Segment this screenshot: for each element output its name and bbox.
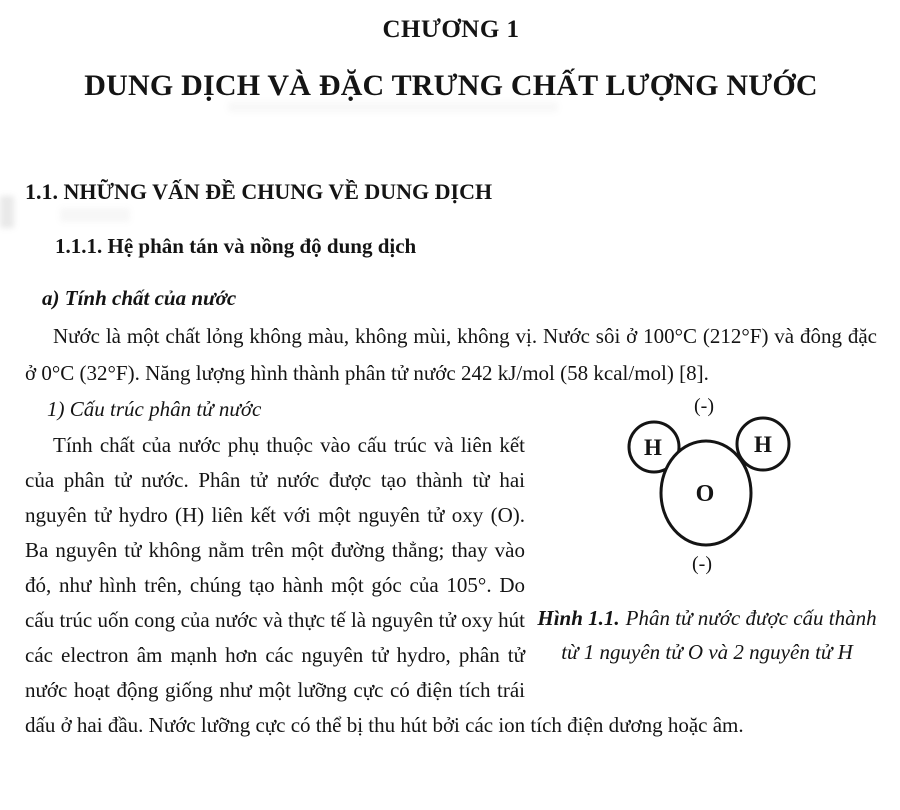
paragraph-water-properties: Nước là một chất lỏng không màu, không mùi, không vị. Nước sôi ở 100°C (212°F) và đông đặc ở 0°C (32°F). Năng lượng hình thành phân tử nước 242 kJ/mol (58 kcal/mol) [8]. — [25, 324, 877, 385]
hydrogen-right-label: H — [754, 432, 772, 457]
scan-artifact — [0, 196, 14, 228]
top-charge-label: (-) — [694, 395, 714, 417]
chapter-title: DUNG DỊCH VÀ ĐẶC TRƯNG CHẤT LƯỢNG NƯỚC — [84, 69, 818, 102]
water-molecule-diagram — [537, 390, 877, 575]
section-heading-1-1-1: 1.1.1. Hệ phân tán và nồng độ dung dịch — [55, 234, 417, 258]
water-molecule-figure — [537, 390, 877, 669]
figure-caption — [537, 601, 877, 669]
section-heading-a: a) Tính chất của nước — [42, 286, 237, 310]
chapter-label: CHƯƠNG 1 — [382, 16, 520, 43]
hydrogen-left-label: H — [644, 435, 662, 460]
section-heading-1-1: 1.1. NHỮNG VẤN ĐỀ CHUNG VỀ DUNG DỊCH — [25, 179, 493, 204]
oxygen-label: O — [695, 481, 715, 507]
paragraph-water-structure: Tính chất của nước phụ thuộc vào cấu trúc và liên kết của phân tử nước. Phân tử nước được tạo thành từ hai nguyên tử hydro (H) liên kết với một nguyên tử oxy (O). Ba nguyên tử không nằm trên một đường thẳng; thay vào đó, như hình trên, chúng tạo hành một góc của 105°. Do cấu trúc uốn cong của nước và thực tế là nguyên tử oxy hút các electron âm mạnh hơn các nguyên tử hydro, phân tử nước hoạt động giống như một lưỡng cực có điện tích trái dấu ở hai đầu. Nước lưỡng cực có thể bị thu hút bởi các ion tích điện dương hoặc âm. — [25, 433, 744, 737]
two-column-flow — [25, 394, 877, 743]
bottom-charge-label: (-) — [692, 553, 712, 575]
figure-caption-text: Phân tử nước được cấu thành từ 1 nguyên tử O và 2 nguyên tử H — [561, 606, 877, 664]
list-item-heading-structure: 1) Cấu trúc phân tử nước — [47, 397, 262, 421]
figure-caption-label: Hình 1.1. — [537, 606, 620, 630]
scan-artifact — [60, 208, 130, 222]
